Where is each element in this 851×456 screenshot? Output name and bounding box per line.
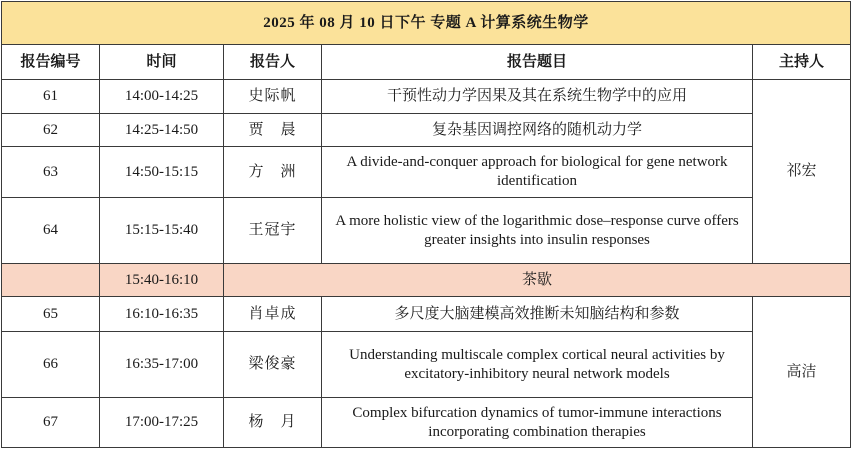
break-label: 茶歇 — [224, 264, 851, 297]
title-row — [2, 2, 851, 45]
break-number — [2, 264, 100, 297]
time-slot: 15:15-15:40 — [100, 198, 224, 264]
time-slot: 16:35-17:00 — [100, 332, 224, 398]
report-number: 64 — [2, 198, 100, 264]
report-topic: 干预性动力学因果及其在系统生物学中的应用 — [322, 80, 753, 114]
break-time: 15:40-16:10 — [100, 264, 224, 297]
report-topic: A divide-and-conquer approach for biological for gene network identification — [322, 147, 753, 198]
report-topic: 复杂基因调控网络的随机动力学 — [322, 114, 753, 147]
speaker-name: 方 洲 — [224, 147, 322, 198]
header-report-number: 报告编号 — [2, 45, 100, 80]
host-name-second: 高洁 — [753, 297, 851, 448]
speaker-name: 肖卓成 — [224, 297, 322, 332]
report-topic: Understanding multiscale complex cortical neural activities by excitatory-inhibitory neural network models — [322, 332, 753, 398]
report-number: 61 — [2, 80, 100, 114]
report-number: 65 — [2, 297, 100, 332]
speaker-name: 杨 月 — [224, 398, 322, 448]
header-topic: 报告题目 — [322, 45, 753, 80]
report-number: 62 — [2, 114, 100, 147]
schedule-container — [1, 1, 850, 454]
table-row — [2, 80, 851, 114]
table-row — [2, 297, 851, 332]
session-title: 2025 年 08 月 10 日下午 专题 A 计算系统生物学 — [2, 2, 851, 45]
report-number: 63 — [2, 147, 100, 198]
table-row — [2, 198, 851, 264]
report-number: 66 — [2, 332, 100, 398]
speaker-name: 王冠宇 — [224, 198, 322, 264]
report-topic: A more holistic view of the logarithmic dose–response curve offers greater insights into insulin responses — [322, 198, 753, 264]
report-topic: 多尺度大脑建模高效推断未知脑结构和参数 — [322, 297, 753, 332]
schedule-table — [1, 1, 851, 448]
speaker-name: 史际帆 — [224, 80, 322, 114]
header-row — [2, 45, 851, 80]
speaker-name: 贾 晨 — [224, 114, 322, 147]
report-number: 67 — [2, 398, 100, 448]
host-name-first: 祁宏 — [753, 80, 851, 264]
header-speaker: 报告人 — [224, 45, 322, 80]
time-slot: 17:00-17:25 — [100, 398, 224, 448]
report-topic: Complex bifurcation dynamics of tumor-immune interactions incorporating combination therapies — [322, 398, 753, 448]
time-slot: 16:10-16:35 — [100, 297, 224, 332]
break-row — [2, 264, 851, 297]
table-row — [2, 147, 851, 198]
speaker-name: 梁俊豪 — [224, 332, 322, 398]
table-row — [2, 114, 851, 147]
time-slot: 14:50-15:15 — [100, 147, 224, 198]
table-row — [2, 332, 851, 398]
time-slot: 14:25-14:50 — [100, 114, 224, 147]
header-time: 时间 — [100, 45, 224, 80]
header-host: 主持人 — [753, 45, 851, 80]
table-row — [2, 398, 851, 448]
time-slot: 14:00-14:25 — [100, 80, 224, 114]
